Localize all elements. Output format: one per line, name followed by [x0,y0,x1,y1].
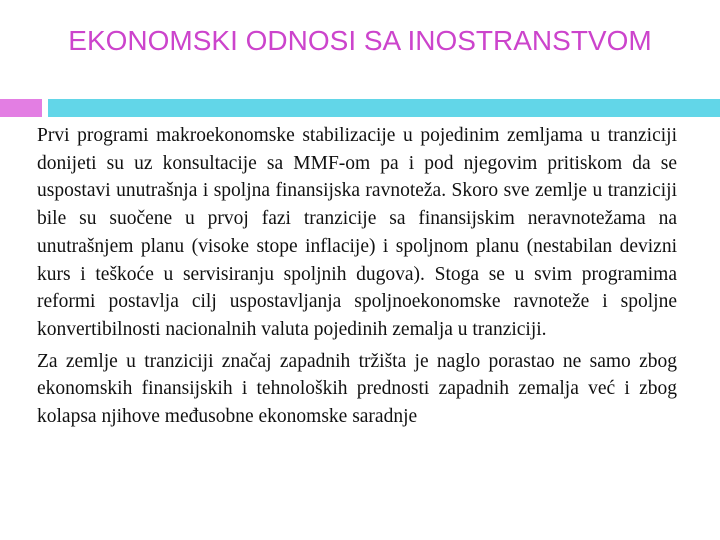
accent-bar-left [0,99,42,117]
accent-bar-right [48,99,720,117]
slide-title: EKONOMSKI ODNOSI SA INOSTRANSTVOM [68,25,652,56]
slide-body [37,122,677,431]
body-paragraph-2: Za zemlje u tranziciji značaj zapadnih tržišta je naglo porastao ne samo zbog ekonomskih finansijskih i tehnoloških prednosti zapadnih zemalja već i zbog kolapsa njihove međusobne ekonomske saradnje [37,350,677,428]
body-paragraph-1: Prvi programi makroekonomske stabilizacije u pojedinim zemljama u tranziciji donijeti su uz konsultacije sa MMF-om pa i pod njegovim pritiskom da se uspostavi unutrašnja i spoljna finansijska ravnoteža. Skoro sve zemlje u tranziciji bile su suočene u prvoj fazi tranzicije sa finansijskim neravnotežama na unutrašnjem planu (visoke stope inflacije) i spoljnom planu (nestabilan devizni kurs i teškoće u servisiranju spoljnih dugova). Stoga se u svim programima reformi postavlja cilj uspostavljanja spoljnoekonomske ravnoteže i spoljne konvertibilnosti nacionalnih valuta pojedinih zemalja u tranziciji. [37,125,677,340]
